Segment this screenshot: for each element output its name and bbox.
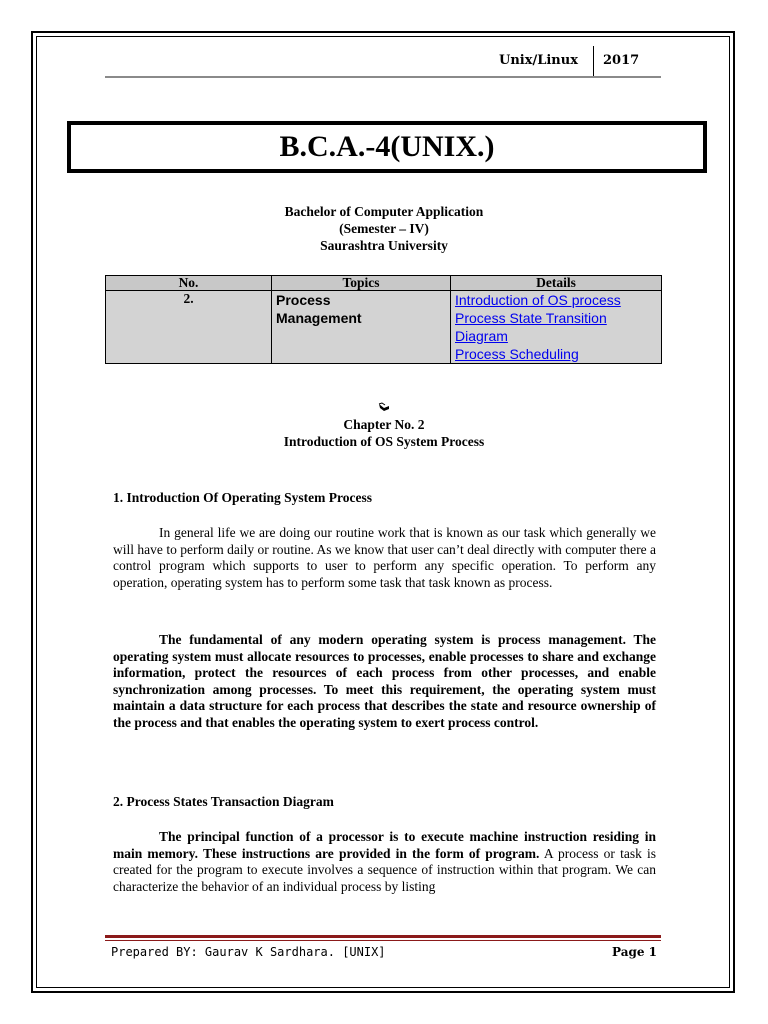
cell-details: [451, 291, 662, 364]
subtitle-degree: Bachelor of Computer Application: [284, 204, 484, 219]
footer-page-number: Page 1: [612, 945, 658, 959]
section-heading-1: 1. Introduction Of Operating System Process: [113, 490, 372, 505]
footer-rule-thin: [105, 940, 661, 941]
link-intro-os-process[interactable]: Introduction of OS process: [455, 292, 621, 308]
paragraph-1: [113, 525, 656, 591]
header-separator: [593, 46, 594, 76]
header-subject: Unix/Linux: [499, 53, 578, 68]
paragraph-3: [113, 829, 656, 895]
footer-prepared-by: Prepared BY: Gaurav K Sardhara. [UNIX]: [111, 945, 386, 959]
table-row: [106, 291, 662, 364]
subtitle-university: Saurashtra University: [320, 238, 448, 253]
header-rule: [105, 76, 661, 78]
column-header-topics: Topics: [272, 276, 451, 291]
page-title: B.C.A.-4(UNIX.): [279, 130, 495, 163]
header-year: 2017: [603, 53, 640, 68]
column-header-details: Details: [451, 276, 662, 291]
topics-table: [105, 275, 662, 364]
link-diagram[interactable]: Diagram: [455, 328, 508, 344]
footer-rule-thick: [105, 935, 661, 938]
chapter-number: Chapter No. 2: [343, 417, 425, 432]
cell-no: 2.: [106, 291, 272, 364]
paragraph-1-text: In general life we are doing our routine work that is known as our task which generally we will have to perform daily or routine. As we know that user can’t deal directly with computer there a control program which supports to user to perform any specific operation. To perform any operation, operating system has to perform some task that task known as process.: [113, 525, 656, 590]
subtitle-semester: (Semester – IV): [339, 221, 429, 236]
cell-topic: [272, 291, 451, 364]
topic-line-1: Process: [276, 292, 331, 308]
table-header-row: [106, 276, 662, 291]
link-process-state-transition[interactable]: Process State Transition: [455, 310, 607, 326]
paragraph-3-bold-text: The principal function of a processor is to execute machine instruction residing in main memory. These instructions are provided in the form of program.: [113, 829, 656, 861]
title-box: [67, 121, 707, 173]
link-process-scheduling[interactable]: Process Scheduling: [455, 346, 579, 362]
chapter-title: Introduction of OS System Process: [283, 434, 485, 449]
topic-line-2: Management: [276, 310, 362, 326]
paragraph-2-text: The fundamental of any modern operating system is process management. The operating system must allocate resources to processes, enable processes to share and exchange information, protect the resources of each process from other processes, and enable synchronization among processes. To meet this requirement, the operating system must maintain a data structure for each process that describes the state and resource ownership of the process and that enables the operating system to exert process control.: [113, 632, 656, 730]
hand-pointer-icon: [378, 402, 390, 412]
paragraph-3-text: A process or task is created for the program to execute involves a sequence of instruction within that program. We can characterize the behavior of an individual process by listing: [113, 845, 657, 894]
paragraph-2: [113, 632, 656, 731]
column-header-no: No.: [106, 276, 272, 291]
section-heading-2: 2. Process States Transaction Diagram: [113, 794, 334, 809]
